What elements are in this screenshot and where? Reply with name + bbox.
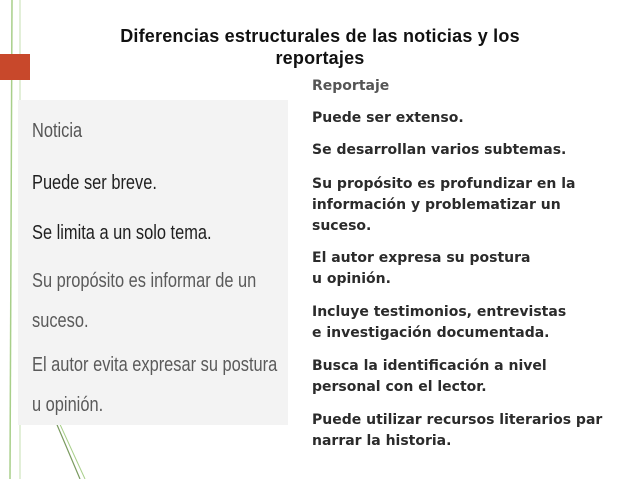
reportaje-heading: Reportaje bbox=[312, 78, 390, 94]
noticia-heading: Noticia bbox=[32, 120, 83, 142]
title-box bbox=[30, 18, 610, 76]
reportaje-panel bbox=[290, 72, 620, 464]
deco-line bbox=[58, 420, 85, 479]
noticia-item: Se limita a un solo tema. bbox=[32, 222, 212, 244]
noticia-item: Puede ser breve. bbox=[32, 172, 157, 194]
reportaje-item: Su propósito es profundizar en la bbox=[312, 176, 576, 192]
reportaje-item: suceso. bbox=[312, 218, 372, 234]
title-line-1: Diferencias estructurales de las noticias y los bbox=[120, 26, 520, 46]
noticia-item: u opinión. bbox=[32, 394, 104, 416]
reportaje-item: u opinión. bbox=[312, 271, 391, 287]
reportaje-item: e investigación documentada. bbox=[312, 325, 550, 341]
reportaje-item: Se desarrollan varios subtemas. bbox=[312, 142, 567, 158]
reportaje-item: información y problematizar un bbox=[312, 197, 561, 213]
reportaje-item: El autor expresa su postura bbox=[312, 250, 531, 266]
noticia-item: suceso. bbox=[32, 310, 89, 332]
reportaje-item: Puede ser extenso. bbox=[312, 110, 464, 126]
reportaje-item: narrar la historia. bbox=[312, 433, 452, 449]
reportaje-item: Incluye testimonios, entrevistas bbox=[312, 304, 567, 320]
accent-tab bbox=[0, 54, 30, 80]
reportaje-item: Puede utilizar recursos literarios par bbox=[312, 412, 603, 428]
noticia-item: El autor evita expresar su postura bbox=[32, 354, 278, 376]
title-line-2: reportajes bbox=[275, 48, 365, 68]
reportaje-item: personal con el lector. bbox=[312, 379, 487, 395]
reportaje-item: Busca la identificación a nivel bbox=[312, 358, 547, 374]
noticia-item: Su propósito es informar de un bbox=[32, 270, 257, 292]
noticia-panel bbox=[18, 100, 288, 425]
slide-title bbox=[120, 25, 520, 69]
deco-line bbox=[55, 420, 80, 479]
